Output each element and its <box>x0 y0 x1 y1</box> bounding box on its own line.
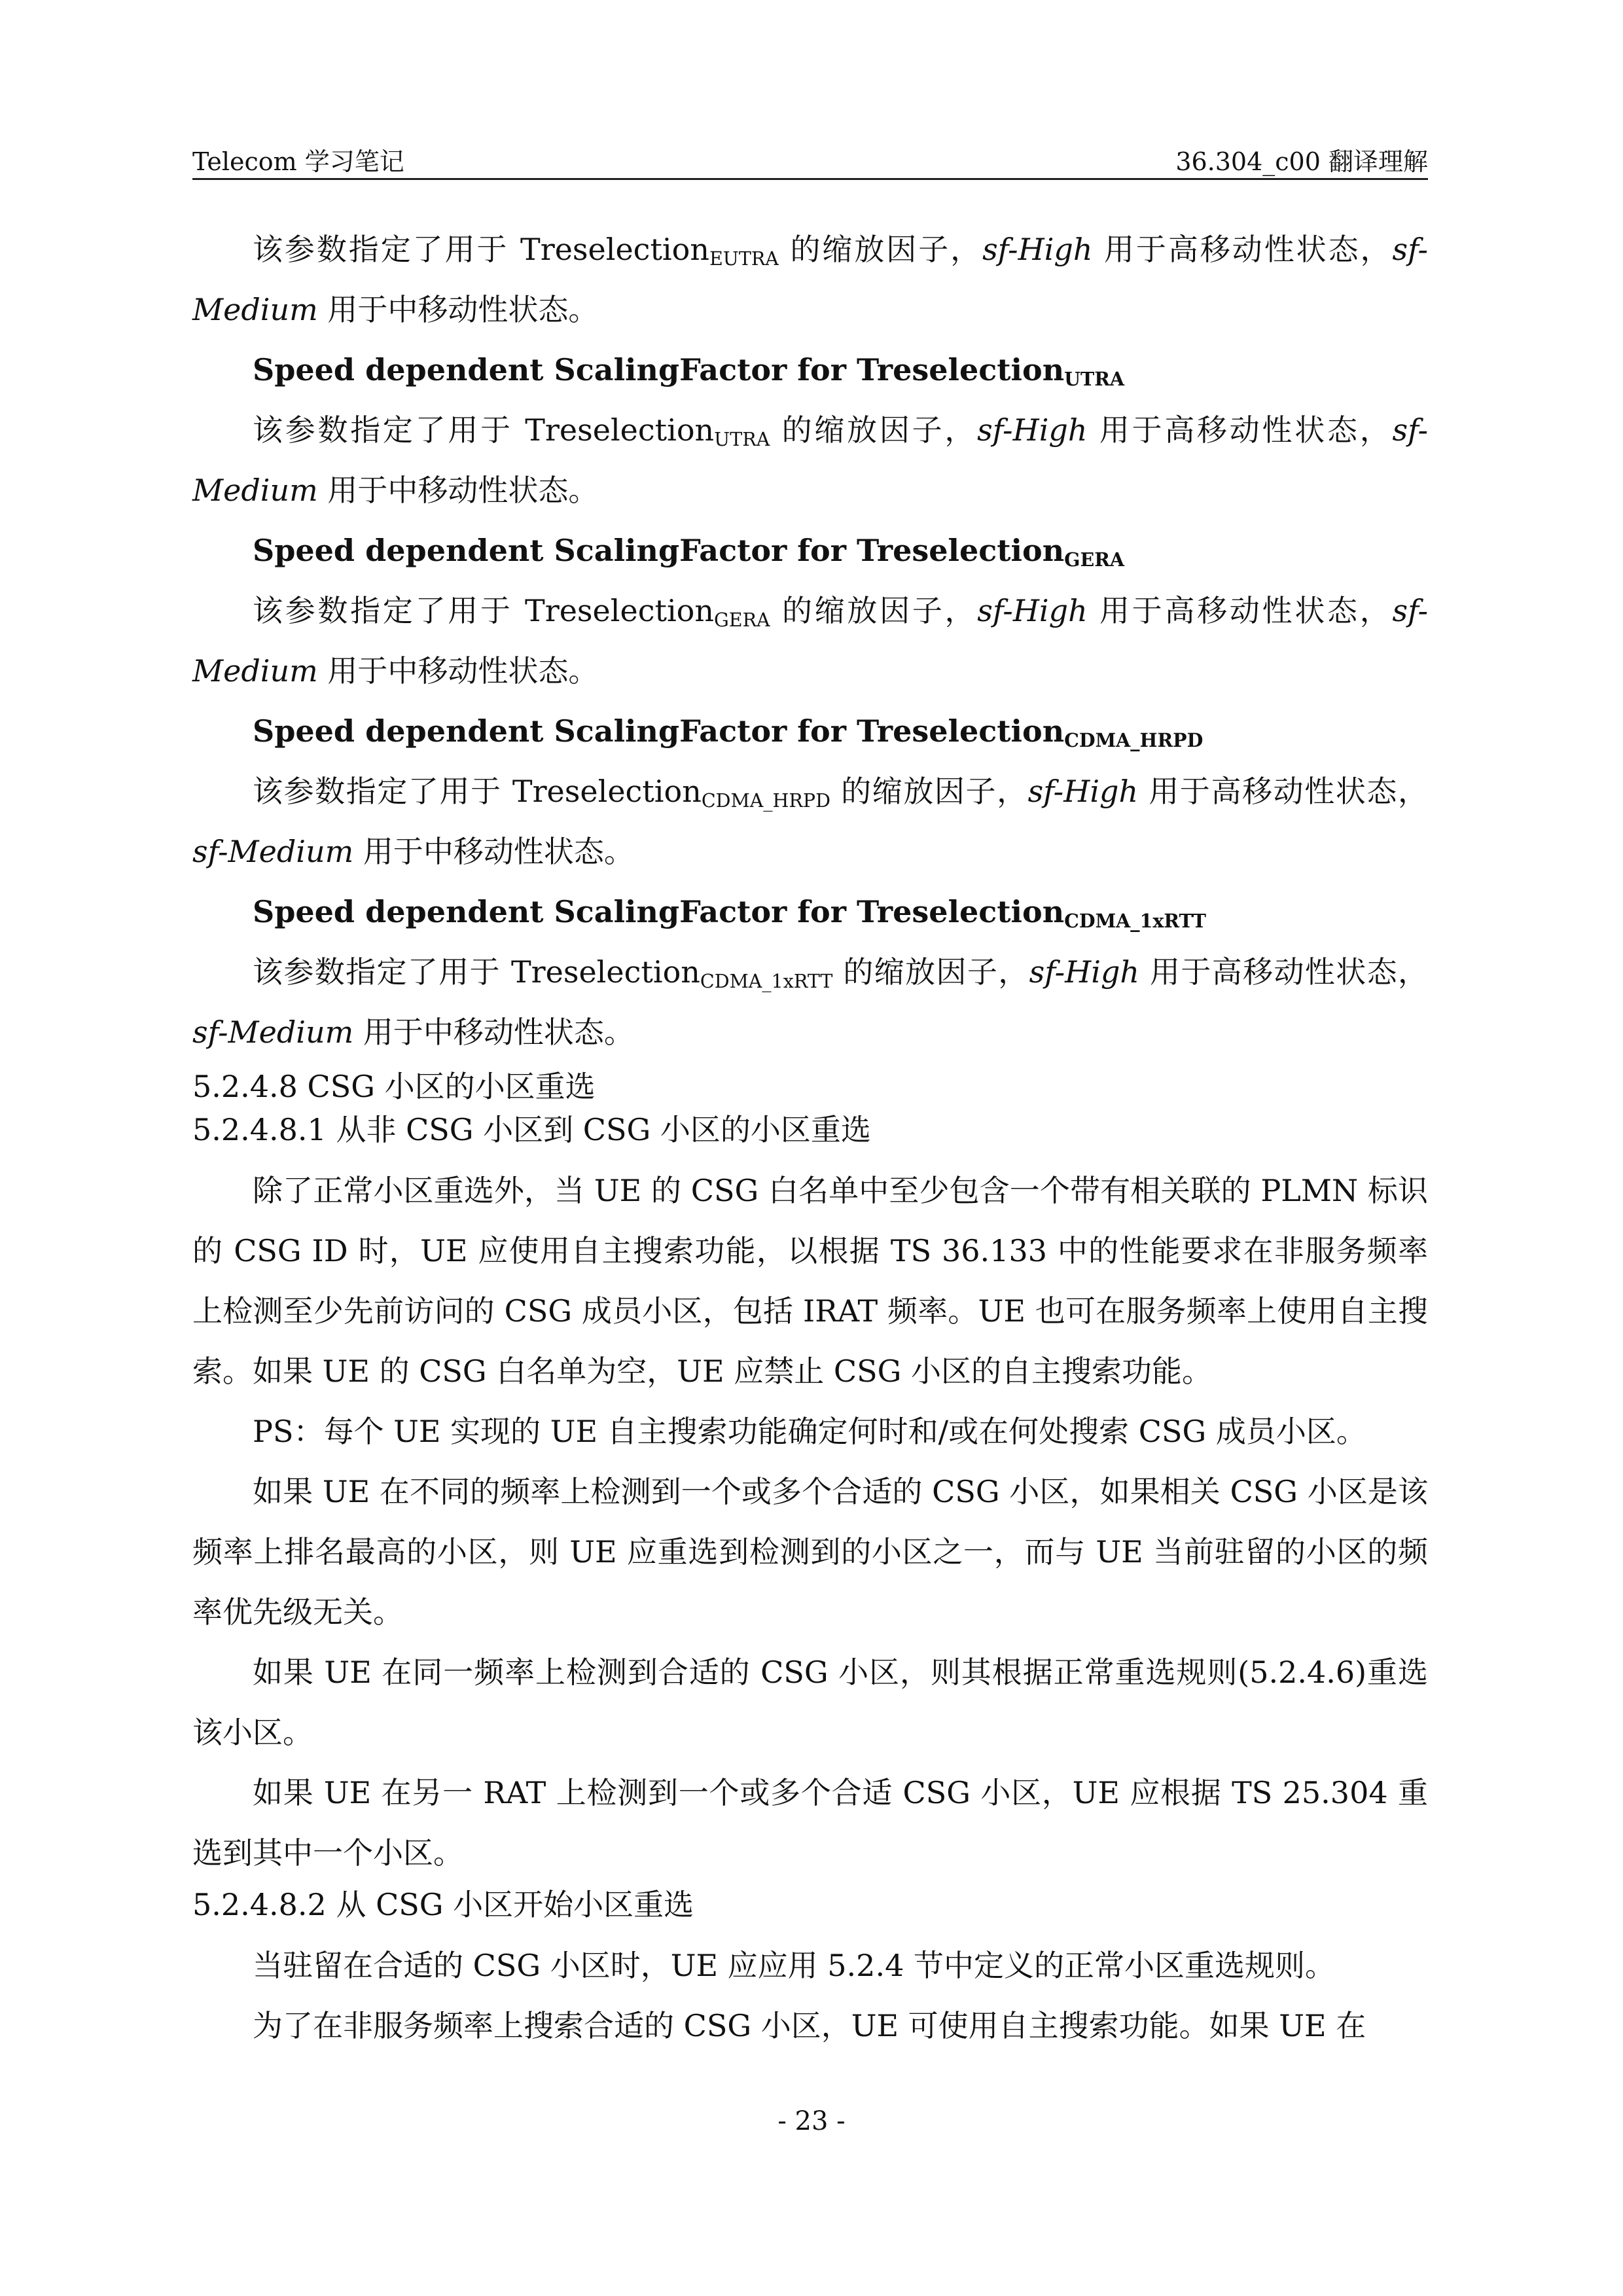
paragraph-body-1: 除了正常小区重选外，当 UE 的 CSG 白名单中至少包含一个带有相关联的 PLMN 标识的 CSG ID 时，UE 应使用自主搜索功能，以根据 TS 36.133 中的性能要求在非服务频率上检测至少先前访问的 CSG 成员小区，包括 IRAT 频率。UE 也可在服务频率上使用自主搜索。如果 UE 的 CSG 白名单为空，UE 应禁止 CSG 小区的自主搜索功能。 <box>192 1173 1428 1389</box>
paragraph-body-7: 为了在非服务频率上搜索合适的 CSG 小区，UE 可使用自主搜索功能。如果 UE 在 <box>253 2008 1366 2043</box>
paragraph-body-6: 当驻留在合适的 CSG 小区时，UE 应应用 5.2.4 节中定义的正常小区重选规则。 <box>253 1948 1335 1983</box>
section-heading-5-2-4-8-1: 5.2.4.8.1 从非 CSG 小区到 CSG 小区的小区重选 <box>192 1112 871 1147</box>
paragraph-body-5: 如果 UE 在另一 RAT 上检测到一个或多个合适 CSG 小区，UE 应根据 TS 25.304 重选到其中一个小区。 <box>192 1775 1428 1871</box>
heading-cdma-1xrtt: Speed dependent ScalingFactor for Treselection$_{CDMA\_1xRTT}$ <box>253 894 1206 932</box>
page-header <box>192 136 1428 180</box>
paragraph-eutra: 该参数指定了用于 Treselection$_{EUTRA}$ 的缩放因子，sf-High 用于高移动性状态，sf-Medium 用于中移动性状态。 <box>192 232 1429 327</box>
heading-gera: Speed dependent ScalingFactor for Treselection$_{GERA}$ <box>253 533 1125 571</box>
paragraph-body-2: PS：每个 UE 实现的 UE 自主搜索功能确定何时和/或在何处搜索 CSG 成员小区。 <box>253 1414 1366 1449</box>
heading-utra: Speed dependent ScalingFactor for Treselection$_{UTRA}$ <box>253 352 1125 390</box>
section-heading-5-2-4-8-2: 5.2.4.8.2 从 CSG 小区开始小区重选 <box>192 1887 694 1922</box>
header-left: Telecom 学习笔记 <box>192 147 404 176</box>
page-body <box>192 219 1428 2056</box>
header-right: 36.304_c00 翻译理解 <box>1175 147 1428 176</box>
paragraph-body-3: 如果 UE 在不同的频率上检测到一个或多个合适的 CSG 小区，如果相关 CSG 小区是该频率上排名最高的小区，则 UE 应重选到检测到的小区之一，而与 UE 当前驻留的小区的频率优先级无关。 <box>192 1474 1428 1630</box>
paragraph-body-4: 如果 UE 在同一频率上检测到合适的 CSG 小区，则其根据正常重选规则(5.2.4.6)重选该小区。 <box>192 1655 1428 1750</box>
paragraph-utra: 该参数指定了用于 Treselection$_{UTRA}$ 的缩放因子，sf-High 用于高移动性状态，sf-Medium 用于中移动性状态。 <box>192 412 1429 508</box>
paragraph-gera: 该参数指定了用于 Treselection$_{GERA}$ 的缩放因子，sf-High 用于高移动性状态，sf-Medium 用于中移动性状态。 <box>192 593 1429 689</box>
page-number: - 23 - <box>777 2106 846 2136</box>
paragraph-cdma-hrpd: 该参数指定了用于 Treselection$_{CDMA\_HRPD}$ 的缩放因子，sf-High 用于高移动性状态，sf-Medium 用于中移动性状态。 <box>192 774 1428 869</box>
paragraph-cdma-1xrtt: 该参数指定了用于 Treselection$_{CDMA\_1xRTT}$ 的缩放因子，sf-High 用于高移动性状态，sf-Medium 用于中移动性状态。 <box>192 954 1428 1050</box>
heading-cdma-hrpd: Speed dependent ScalingFactor for Treselection$_{CDMA\_HRPD}$ <box>253 713 1204 751</box>
section-heading-5-2-4-8: 5.2.4.8 CSG 小区的小区重选 <box>192 1069 596 1104</box>
